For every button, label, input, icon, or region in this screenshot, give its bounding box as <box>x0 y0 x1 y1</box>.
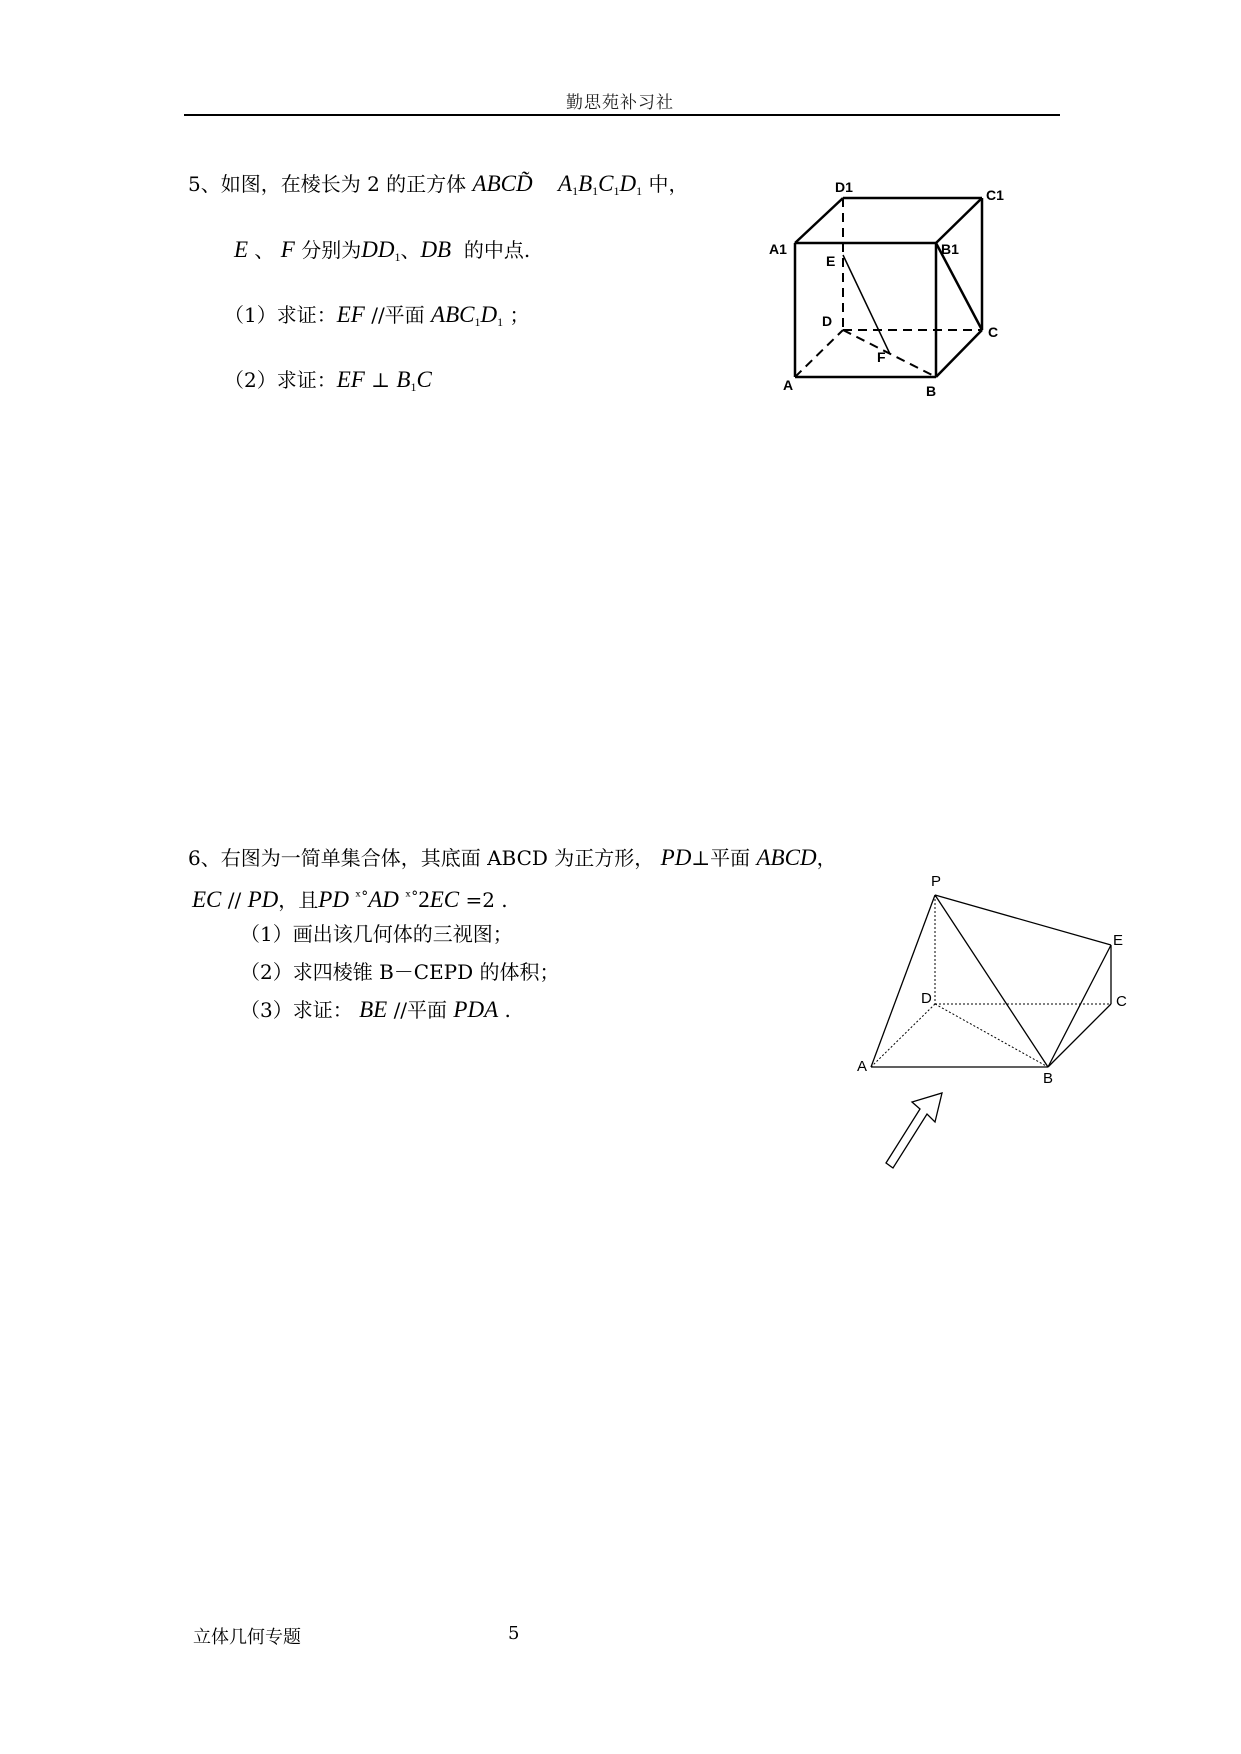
perp-plane: ⊥平面 <box>691 846 751 870</box>
q3-parallel: //平面 <box>393 998 448 1022</box>
label-c: C <box>988 324 999 340</box>
segment-ec-2: EC <box>429 887 460 912</box>
problem5-sep1: 、 <box>254 238 275 262</box>
plane-pda: PDA <box>453 997 499 1022</box>
label-d: D <box>921 990 932 1007</box>
label-c1: C1 <box>986 187 1004 203</box>
problem5-mid: 分别为 <box>301 238 362 262</box>
q3-label: （3）求证： <box>240 998 353 1022</box>
segment-dd1: $DD_1$ <box>361 237 401 264</box>
label-p: P <box>931 873 942 890</box>
problem5-sep2: 、 <box>400 238 421 262</box>
segment-ad: AD <box>368 887 399 912</box>
problem6-question-2: （2）求四棱锥 B－CEPD 的体积； <box>240 960 560 984</box>
plane-abc1d1: $ABC_1D_1$ <box>431 302 504 329</box>
coefficient-two: 2 <box>418 887 430 912</box>
problem5-line2-end: 的中点. <box>463 238 531 262</box>
q1-end: ； <box>509 303 530 327</box>
view-direction-arrow <box>886 1093 942 1168</box>
label-b: B <box>1043 1070 1054 1087</box>
q1-label: （1）求证： <box>224 303 337 327</box>
garbled-equals-2: ˣ° <box>405 889 419 905</box>
page-number: 5 <box>508 1623 520 1644</box>
problem5-solid-d1: $D_1$ <box>619 171 643 198</box>
and-text: ，且 <box>278 888 319 912</box>
q2-label: （2）求证： <box>224 368 337 392</box>
label-d1: D1 <box>835 179 853 195</box>
parallel-symbol: // <box>227 888 242 912</box>
segment-pd: PD <box>247 887 279 912</box>
label-a1: A1 <box>769 241 787 257</box>
problem6-stem-prefix: 6、右图为一简单集合体，其底面 ABCD 为正方形， <box>188 846 655 870</box>
segment-pd-2: PD <box>318 887 349 912</box>
problem5-stem-suffix: 中， <box>648 172 689 196</box>
q1-parallel: //平面 <box>371 303 425 327</box>
label-e: E <box>1113 932 1124 949</box>
plane-abcd: ABCD <box>756 845 817 870</box>
problem5-solid-b1: $B_1$ <box>578 171 599 198</box>
edge-db <box>935 1004 1048 1067</box>
edge-pa <box>871 895 935 1067</box>
q3-end: . <box>504 998 511 1022</box>
line2-end: =2 . <box>465 888 508 912</box>
segment-pd: PD <box>660 845 692 870</box>
problem6-question-1: （1）画出该几何体的三视图； <box>240 922 513 946</box>
header-title: 勤思苑补习社 <box>566 93 674 113</box>
garbled-equals-1: ˣ° <box>355 889 369 905</box>
segment-ef: EF <box>336 367 365 392</box>
segment-db: DB <box>420 237 452 262</box>
label-e: E <box>826 253 836 269</box>
label-c: C <box>1116 993 1127 1010</box>
perpendicular-symbol: ⊥ <box>371 368 391 392</box>
stem-end: ， <box>816 846 837 870</box>
label-b: B <box>926 383 937 399</box>
edge-pe <box>935 895 1111 945</box>
edge-pb <box>935 895 1048 1067</box>
point-f: F <box>280 237 295 262</box>
problem5-solid-a1: $A_1$ <box>558 171 579 198</box>
segment-be: BE <box>359 997 388 1022</box>
edge-eb <box>1048 945 1111 1067</box>
edge-da <box>871 1004 935 1067</box>
label-d: D <box>822 313 833 329</box>
footer-title: 立体几何专题 <box>193 1627 301 1648</box>
label-f: F <box>877 349 886 365</box>
label-b1: B1 <box>941 241 959 257</box>
label-a: A <box>783 377 794 393</box>
segment-ec: EC <box>192 887 222 912</box>
point-e: E <box>234 237 249 262</box>
label-a: A <box>857 1058 868 1075</box>
segment-b1c: $B_1C$ <box>396 367 432 394</box>
segment-ef: EF <box>336 302 365 327</box>
problem5-solid-c1: $C_1$ <box>598 171 620 198</box>
problem5-stem-prefix: 5、如图，在棱长为 2 的正方体 <box>188 172 467 196</box>
problem5-solid-abcd: ABCD <box>472 171 533 196</box>
edge-cb <box>1048 1004 1111 1067</box>
